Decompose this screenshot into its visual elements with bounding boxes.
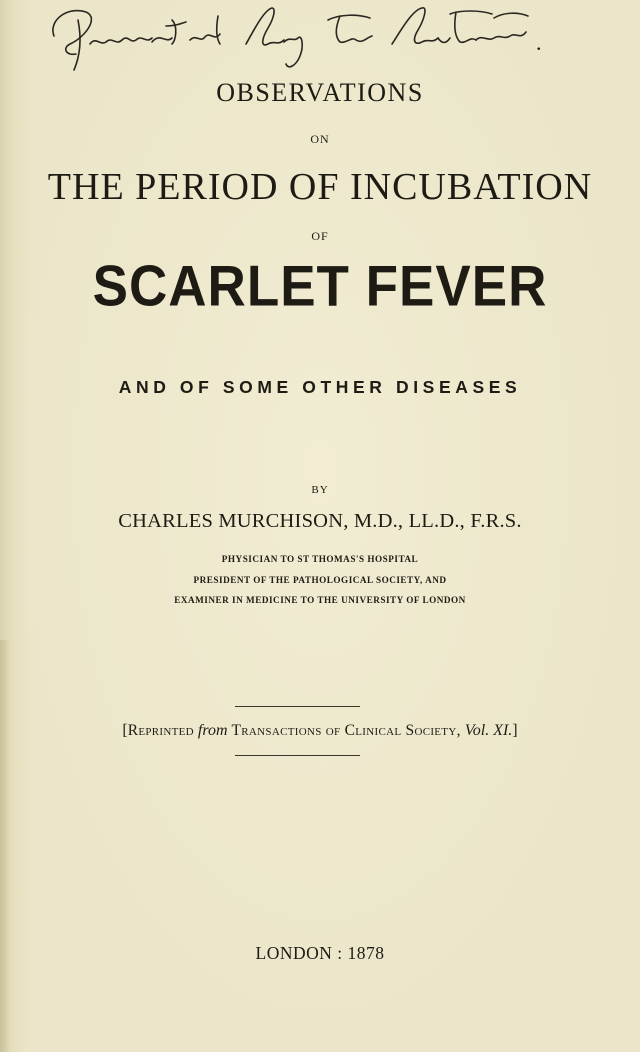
reprint-note xyxy=(0,722,640,740)
binding-edge xyxy=(0,640,10,1052)
author-credential: PRESIDENT OF THE PATHOLOGICAL SOCIETY, AND xyxy=(193,575,447,585)
title-other-diseases: AND OF SOME OTHER DISEASES xyxy=(118,377,522,397)
reprint-open-bracket: [ xyxy=(122,722,128,739)
imprint: LONDON : 1878 xyxy=(255,943,385,963)
title-period-of-incubation: THE PERIOD OF INCUBATION xyxy=(47,166,593,208)
byline-by: BY xyxy=(311,484,329,496)
author-name: CHARLES MURCHISON, M.D., LL.D., F.R.S. xyxy=(118,510,522,532)
divider-rule xyxy=(235,706,360,707)
reprint-reprinted: Reprinted xyxy=(127,722,194,739)
author-credential: EXAMINER IN MEDICINE TO THE UNIVERSITY OF LONDON xyxy=(174,595,466,605)
title-observations: OBSERVATIONS xyxy=(216,78,424,107)
reprint-volume: Vol. XI. xyxy=(464,722,513,739)
reprint-from: from xyxy=(197,722,228,739)
title-of: OF xyxy=(311,229,329,243)
handwritten-inscription xyxy=(40,0,560,82)
title-on: ON xyxy=(310,132,330,146)
reprint-close-bracket: ] xyxy=(512,722,518,739)
inscription-period: . xyxy=(536,30,542,55)
reprint-source: Transactions of Clinical Society, xyxy=(231,722,461,739)
author-credential: PHYSICIAN TO ST THOMAS'S HOSPITAL xyxy=(221,554,419,564)
divider-rule xyxy=(235,755,360,756)
title-scarlet-fever: SCARLET FEVER xyxy=(92,254,548,319)
